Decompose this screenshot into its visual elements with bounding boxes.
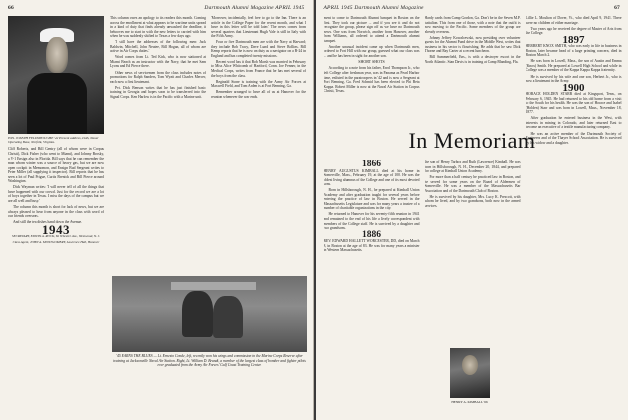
col2-paragraph: Pvt. Dick Benson writes that he has just finished basic training in Georgia and hopes soon to be transferred into the Signal Corps. Ken Harlow is in the Pacific with a Marine unit.: [110, 85, 206, 99]
class-1943-secretary: SECRETARY, EDWIN A. ROCK, 82 Wheeler Ave., Westwood, N. J.: [11, 234, 101, 239]
memoriam-column-1: [324, 160, 420, 414]
left-running-head: [8, 5, 305, 11]
obit-col2-paragraph: He is survived by his daughter, Mrs. Lucy K. Prescott, with whom he lived, and by two grandsons, both now in the armed services.: [424, 194, 521, 208]
top-col2-paragraph: Johnny Jeffrey Kowalcewski, now presiding over volunteer guests for the Alumni Fund drive in the Middle West, writes that business in his sector is flourishing. He adds that he saw Dick Thorne and Ray Carter at a recent luncheon.: [424, 35, 521, 54]
top-col1-paragraph: ment to come to Dartmouth Alumni banquet in Boston on the first. They took our picture ... and if you see it and do not recognize the group, please sign off as we have no Dartmouth news. One was from Norwich, another from Hanover, another from Williams, all ordered to attend a Dartmouth alumni banquet.: [323, 16, 420, 43]
right-page-number: 67: [614, 5, 620, 11]
right-page: [316, 0, 628, 420]
obit-1897-paragraph: He was born in Lowell, Mass., the son of Austin and Emma (Knox) Smith. He prepared at Lowell High School and while in College was a member of the Kappa Kappa Kappa fraternity.: [525, 59, 622, 73]
col4-paragraph: Two years ago he received the degree of Master of Arts from the College.: [525, 26, 622, 36]
left-running-title: Dartmouth Alumni Magazine APRIL 1945: [204, 5, 305, 11]
ensign-photo-caption: ENS. JOSEPH FELDSHOUGHE '42 Present address, DAS, Naval Operating Base, Norfolk, Virginia.: [8, 136, 99, 145]
in-memoriam-title: In Memoriam: [408, 128, 536, 153]
col1-paragraph: Cliff Roberts, and Bill Gentry (all of whom were in Corpus Christi), Dick Fisher (who went to Miami), and Johnny Brosky, a V-1 Ensign also in Florida. Bill says that he can remember the man whom winter was a source of heavy gas, but we are now open cockpit in Memomon, and Ensign Bud Sergeant writes to Peter Miller (all supplying it inspector). Bill reports that he has seen a lot of Paul Prigue, Curtis Brenick and Bill Pierce around Washington.: [8, 147, 104, 184]
top-col1-paragraph: According to a note from his father, Errol Thompson Jr., who left College after freshman year, was in Panama as Pearl Harbor time, enlisted in the paratroopers in '42 and is now a Sergeant at Fort Benning, Ga. Fred Schmid has been elected to Phi Beta Kappa. Robert Miller is now at the Naval Air Station in Corpus Christi, Texas.: [323, 66, 420, 94]
col2-paragraph: 'I still have the addresses of the following men: Jack Baldwin, Mitchell, John Neutee, Bill Hogan, all of whom are active in Air Corps duties.': [110, 40, 206, 54]
left-column-3: [211, 16, 306, 272]
pilots-photo: [112, 276, 307, 352]
col1-paragraph: The column this month is short for lack of news, but we are always pleased to hear from anyone in the class with word of our friends overseas.: [8, 204, 104, 219]
col2-paragraph: Word comes from Lt. Ted Kirk, who is now stationed at Miami Beach as an instructor with the Navy, that he met Sam Lyons and Ed Pierce there.: [110, 55, 206, 69]
short-shots-heading: SHORT SHOTS: [358, 58, 385, 64]
memoriam-column-2: [425, 160, 521, 346]
left-page-number: 66: [8, 5, 14, 11]
col3-paragraph: 'Moreover, incidentally, feel free to go to the Inn. There is an article in the College Paper for the recent month, and what I have in this letter will be told later.' The news comes from several quarters that Lieutenant Hugh Vale is still in Italy with the Fifth Army.: [211, 16, 306, 39]
right-running-title: APRIL 1945 Dartmouth Alumni Magazine: [323, 5, 424, 11]
col2-paragraph: Other news of servicemen from the class includes notes of promotions for Ralph Sanders, Tom Wyatt and Charles Mercer, each now a first lieutenant.: [110, 70, 206, 84]
right-top-column-2: [425, 16, 521, 124]
left-column-2: [110, 16, 206, 272]
obit-1897-paragraph: He is survived by his wife and one son, Herbert Jr., who is now a lieutenant in the Army.: [525, 74, 622, 84]
class-year-1897: 1897: [562, 33, 585, 46]
right-running-head: [324, 5, 621, 11]
left-column-1: [8, 16, 104, 416]
right-top-column-1: [324, 16, 420, 124]
class-1943-agent: Class Agent, JOHN A. MONTGOMERY, Lawrence Hall, Hanover: [12, 240, 100, 245]
col1-paragraph: And still the tea dishes hand down the Avenue.: [13, 220, 83, 225]
ensign-photo: [8, 16, 104, 134]
col3-paragraph: Remember arranged to have all of us at Hanover for the reunion whenever the war ends.: [211, 90, 306, 99]
class-year-1943: 1943: [42, 221, 70, 237]
class-year-1866: 1866: [362, 160, 381, 169]
class-year-1900: 1900: [562, 81, 585, 94]
col1-paragraph: Dick Wayman writes: 'I will never tell of all the things that have happened with our crowd. Just for the record we are a lot of boys together in Texas. I miss the days of the campus but we are all well and busy.': [8, 185, 104, 203]
obit-1897-paragraph: HERBERT KNOX SMITH, who was early in life in business in Boston, later became head of a large printing concern, died in Boston March 2.: [525, 44, 622, 58]
kimball-portrait: [450, 348, 490, 398]
col3-paragraph: Four or five Dartmouth men are with the Navy at Harvard; they include Bob Tracy, Dave Lund and Steve Rollins. Bill Kemp reports that he is now on duty as a navigator on a B-24 in England and has completed twenty missions.: [211, 40, 306, 58]
right-column-3: [526, 16, 622, 416]
obit-1900-paragraph: HORACE HOLDEN STARR died at Kingsport, Tenn., on February 6, 1945. He had returned to his old home from a visit to the South for his health. He was the son of Horace and Isabel (Holden) Starr and was born in Lowell, Mass., November 18, 1877.: [525, 92, 622, 115]
col4-paragraph: Lillie L. Moulton of Dover, Vt., who died April 9, 1941. There were no children of either marriage.: [525, 16, 622, 25]
pilots-photo-caption: '45 EARNS THE BLUES — Lt. Ernesto Conde, left, recently won his wings and commission in the Marine Corps Reserve after training at Jacksonville Naval Air Station. Right, Lt. William D. Brandt, a member of the largest class of bomber and fighter pilots ever graduated from the Army Air Forces' Gulf Coast Training Center.: [113, 354, 306, 367]
class-year-1886: 1886: [362, 229, 381, 240]
obit-1866-paragraph: Born in Hillsborough, N. H., he prepared at Kimball Union Academy and after graduation taught for several years before entering the practice of law in Boston. He served in the Massachusetts Legislature and was for many years a trustee of a number of charitable organizations in the city.: [323, 188, 420, 211]
top-col1-paragraph: Another unusual incident came up when Dartmouth men, ordered to Fort Hill with our group, guessed what our class was ... and he has been in sight for another son.: [323, 44, 420, 58]
top-col2-paragraph: Hardy cards from Camp Gordon, Ga. Don't be in the Seven M.P. battalion. This from one of those, with a note that the outfit is now moving to the Pacific. Some members of the group are already overseas.: [424, 16, 521, 34]
top-col2-paragraph: Bill Summerfield, Ens., is with a destroyer escort in the North Atlantic. Stan Davis is in training at Camp Blanding, Fla.: [424, 55, 521, 64]
obit-col2-paragraph: the son of Henry Tarbox and Ruth (Lawrence) Kimball. He was born in Hillsborough, N. H., December 20, 1844, and prepared for college at Kimball Union Academy.: [424, 160, 521, 174]
col3-paragraph: Recent word has it that Bob Marsh was married in February to Miss Alice Whitcomb of Hartford, Conn. Joe Fenner, in the Medical Corps, writes from France that he has met several of the boys from the class.: [211, 59, 306, 78]
obit-1900-paragraph: He was an active member of the Dartmouth Society of Engineers and of the Thayer School Association. He is survived by his widow and a daughter.: [525, 131, 622, 145]
obit-1900-paragraph: After graduation he entered business in the West, with interests in mining in Colorado, and later returned East to become an executive of a textile manufacturing company.: [525, 116, 622, 130]
obit-1866-paragraph: He returned to Hanover for his seventy-fifth reunion in 1941 and remained to the end of his life a lively correspondent with members of the College staff. He is survived by a daughter and two grandsons.: [323, 212, 420, 231]
obit-col2-paragraph: For more than a half century he practiced law in Boston, and he served for some years on the Board of Aldermen of Somerville. He was a member of the Massachusetts Bar Association and of the Dartmouth Club of Boston.: [424, 175, 521, 193]
obit-1886-paragraph: REV. EDWARD HALLETT WORCESTER, DD, died on March 8, in Boston at the age of 83. He was for many years a minister in Western Massachusetts.: [323, 239, 420, 253]
col3-paragraph: Reginald Stone is training with the Army Air Forces at Maxwell Field, and Tom Arden is at Fort Benning, Ga.: [211, 79, 306, 89]
kimball-portrait-caption: HENRY A. KIMBALL '66: [451, 400, 488, 404]
col2-paragraph: This column owes an apology to its readers this month. Coming across the enrollment at what appears to be wartime units spread in a kind of duty that finds already unwashed the deadline, it behooves me to start in with the new letters to carried with him when he was suddenly shifted to Texas a few days ago.: [110, 16, 206, 39]
obit-1866-paragraph: HENRY AUGUSTUS KIMBALL died at his home in Somerville, Mass., February 19, at the age of 100. He was the oldest living alumnus of the College and one of its most devoted sons.: [323, 168, 420, 187]
